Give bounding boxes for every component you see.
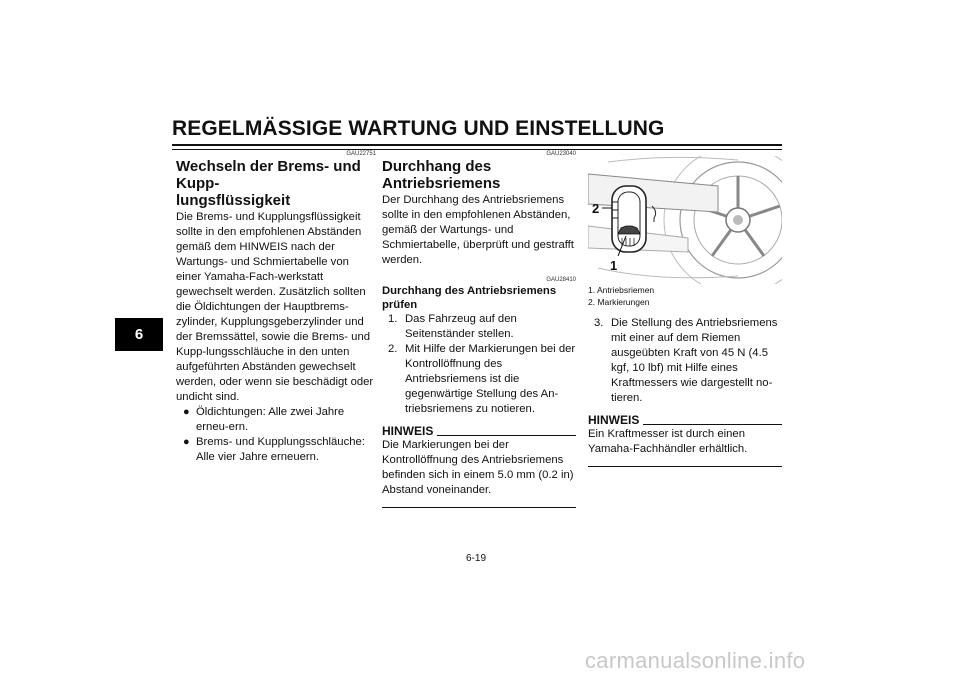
- column-belt-slack: [382, 150, 576, 508]
- section-heading: Durchhang des Antriebsriemens: [382, 158, 501, 192]
- belt-figure: [588, 156, 782, 284]
- note-header: [382, 424, 576, 438]
- note-label: HINWEIS: [382, 424, 434, 438]
- bullet-icon: ●: [183, 406, 190, 418]
- step-item: [594, 316, 782, 406]
- note-end-rule: [382, 507, 576, 508]
- heading-line-1: Wechseln der Brems- und Kupp-: [176, 158, 361, 192]
- note-rule: [643, 424, 782, 425]
- step-number: 3.: [594, 317, 604, 329]
- bullet-text: Brems- und Kupplungsschläuche: Alle vier Jahre erneuern.: [196, 436, 365, 463]
- page-number: 6-19: [466, 553, 487, 564]
- watermark: carmanualsonline.info: [585, 648, 806, 673]
- figure-label-2: 2: [592, 201, 600, 216]
- section-code: GAU23040: [546, 151, 576, 157]
- figure-caption-1: 1. Antriebsriemen: [588, 285, 655, 295]
- step-text: Mit Hilfe der Markierungen bei der Kontrollöffnung des Antriebsriemens ist die gegenwärtige Stellung des An-triebsriemens zu notieren.: [405, 343, 576, 415]
- note-end-rule: [588, 466, 782, 467]
- column-figure: [588, 150, 782, 467]
- note-text: Ein Kraftmesser ist durch einen Yamaha-Fachhändler erhältlich.: [588, 428, 748, 455]
- step-item: [388, 342, 576, 417]
- bullet-item: [183, 405, 376, 435]
- chapter-tab: 6: [115, 318, 163, 351]
- step-number: 1.: [388, 313, 398, 325]
- bullet-item: [183, 435, 376, 465]
- column-brake-fluid: [176, 150, 376, 465]
- bullet-text: Öldichtungen: Alle zwei Jahre erneu-ern.: [196, 406, 345, 433]
- section-heading: [176, 158, 376, 209]
- note-rule: [437, 435, 576, 436]
- step-number: 2.: [388, 343, 398, 355]
- figure-caption-2: 2. Markierungen: [588, 297, 650, 307]
- subsection-heading: Durchhang des Antriebsriemens prüfen: [382, 285, 557, 311]
- heading-line-2: lungsflüssigkeit: [176, 192, 291, 209]
- note-header: [588, 413, 782, 427]
- note-label: HINWEIS: [588, 413, 640, 427]
- section-paragraph: Der Durchhang des Antriebsriemens sollte in den empfohlenen Abständen, gemäß der Wartungs- und Schmiertabelle, überprüft und gestrafft werden.: [382, 194, 574, 266]
- section-code: GAU22751: [346, 151, 376, 157]
- step-text: Die Stellung des Antriebsriemens mit einer auf dem Riemen ausgeübten Kraft von 45 N (4.5 kgf, 10 lbf) mit Hilfe eines Kraftmessers wie dargestellt no-tieren.: [611, 317, 778, 404]
- step-item: [388, 312, 576, 342]
- subsection-code: GAU28410: [546, 277, 576, 283]
- belt-illustration: [588, 156, 782, 284]
- note-text: Die Markierungen bei der Kontrollöffnung des Antriebsriemens befinden sich in einem 5.0 mm (0.2 in) Abstand voneinander.: [382, 439, 574, 496]
- page-title: REGELMÄSSIGE WARTUNG UND EINSTELLUNG: [172, 117, 782, 146]
- step-text: Das Fahrzeug auf den Seitenständer stellen.: [405, 313, 517, 340]
- section-paragraph: Die Brems- und Kupplungsflüssigkeit sollte in den empfohlenen Abständen gemäß dem HINWEIS nach der Wartungs- und Schmiertabelle von einer Yamaha-Fach-werkstatt gewechselt werden. Zusätzlich sollten die Öldichtungen der Hauptbrems-zylinder, Kupplungsgeberzylinder und der Bremssättel, sowie die Brems- und Kupp-lungsschläuche in den unten aufgeführten Abständen gewechselt werden, oder wenn sie beschädigt oder undicht sind.: [176, 211, 374, 403]
- figure-label-1: 1: [610, 258, 618, 273]
- bullet-icon: ●: [183, 436, 190, 448]
